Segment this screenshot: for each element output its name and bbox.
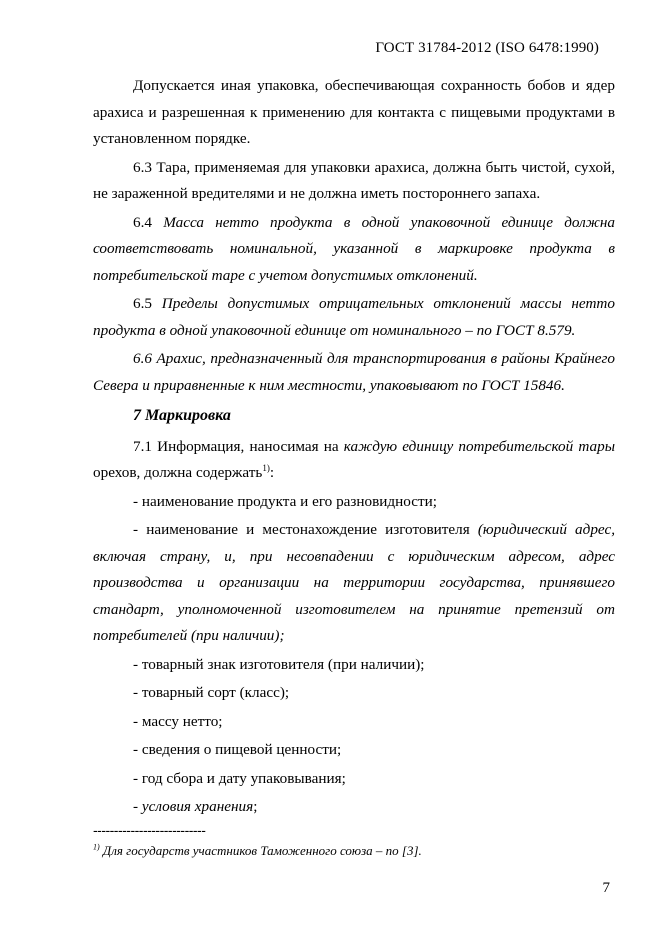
section-heading-marking: 7 Маркировка [133, 407, 231, 424]
list-item-8-b: условия хранения [141, 798, 254, 815]
paragraph-6-5-number: 6.5 [133, 295, 152, 312]
paragraph-7-1-part-c: орехов, должна содержать [93, 464, 263, 481]
footnote [93, 843, 422, 859]
list-item: - товарный знак изготовителя (при наличии); [133, 655, 425, 673]
footnote-text: Для государств участников Таможенного союза – по [3]. [102, 843, 422, 858]
list-item: - товарный сорт (класс); [133, 684, 290, 701]
footnote-ref: 1) [262, 462, 270, 473]
paragraph-7-1-part-a: 7.1 Информация, наносимая на [133, 437, 339, 455]
footnote-marker: 1) [93, 842, 100, 852]
paragraph-7-1-part-b: каждую единицу потребительской тары [343, 437, 616, 455]
paragraph-6-4-text: Масса нетто продукта в одной упаковочной единице должна соответствовать номинальной, указанной в маркировке продукта в потребительской таре с учетом допустимых отклонений. [93, 213, 615, 284]
paragraph-6-4 [93, 210, 615, 290]
list-item-8-c: ; [253, 798, 258, 815]
list-item: - сведения о пищевой ценности; [133, 741, 342, 758]
list-item: - наименование продукта и его разновидности; [133, 492, 437, 510]
list-item: - массу нетто; [133, 712, 223, 730]
document-header: ГОСТ 31784-2012 (ISO 6478:1990) [375, 40, 599, 56]
paragraph-6-6: 6.6 Арахис, предназначенный для транспортирования в районы Крайнего Севера и приравненные к ним местности, упаковывают по ГОСТ 15846. [93, 350, 615, 394]
paragraph-6-4-number: 6.4 [133, 213, 152, 231]
list-item [93, 794, 615, 821]
list-item [93, 517, 615, 650]
paragraph-6-5 [93, 291, 615, 344]
list-item-2-a: - наименование и местонахождение изготовителя [133, 521, 470, 538]
paragraph-6-5-text: Пределы допустимых отрицательных отклонений массы нетто продукта в одной упаковочной единице от номинального – по ГОСТ 8.579. [93, 295, 615, 339]
paragraph-packaging-alt: Допускается иная упаковка, обеспечивающая сохранность бобов и ядер арахиса и разрешенная к применению для контакта с пищевыми продуктами в установленном порядке. [93, 77, 615, 147]
list-item: - год сбора и дату упаковывания; [133, 769, 346, 787]
page-number: 7 [602, 880, 610, 896]
paragraph-7-1-part-d: : [269, 464, 275, 481]
footnote-separator: --------------------------- [93, 822, 206, 838]
document-body [93, 73, 615, 823]
list-item-2-b: (юридический адрес, включая страну, и, при несовпадении с юридическим адресом, адрес производства и организации на территории государства, принявшего стандарт, уполномоченной изготовителем на принятие претензий от потребителей (при наличии); [93, 521, 615, 644]
paragraph-6-3: 6.3 Тара, применяемая для упаковки арахиса, должна быть чистой, сухой, не зараженной вредителями и не должна иметь постороннего запаха. [93, 158, 615, 202]
list-item-8-a: - [133, 798, 139, 815]
paragraph-7-1 [93, 434, 615, 487]
